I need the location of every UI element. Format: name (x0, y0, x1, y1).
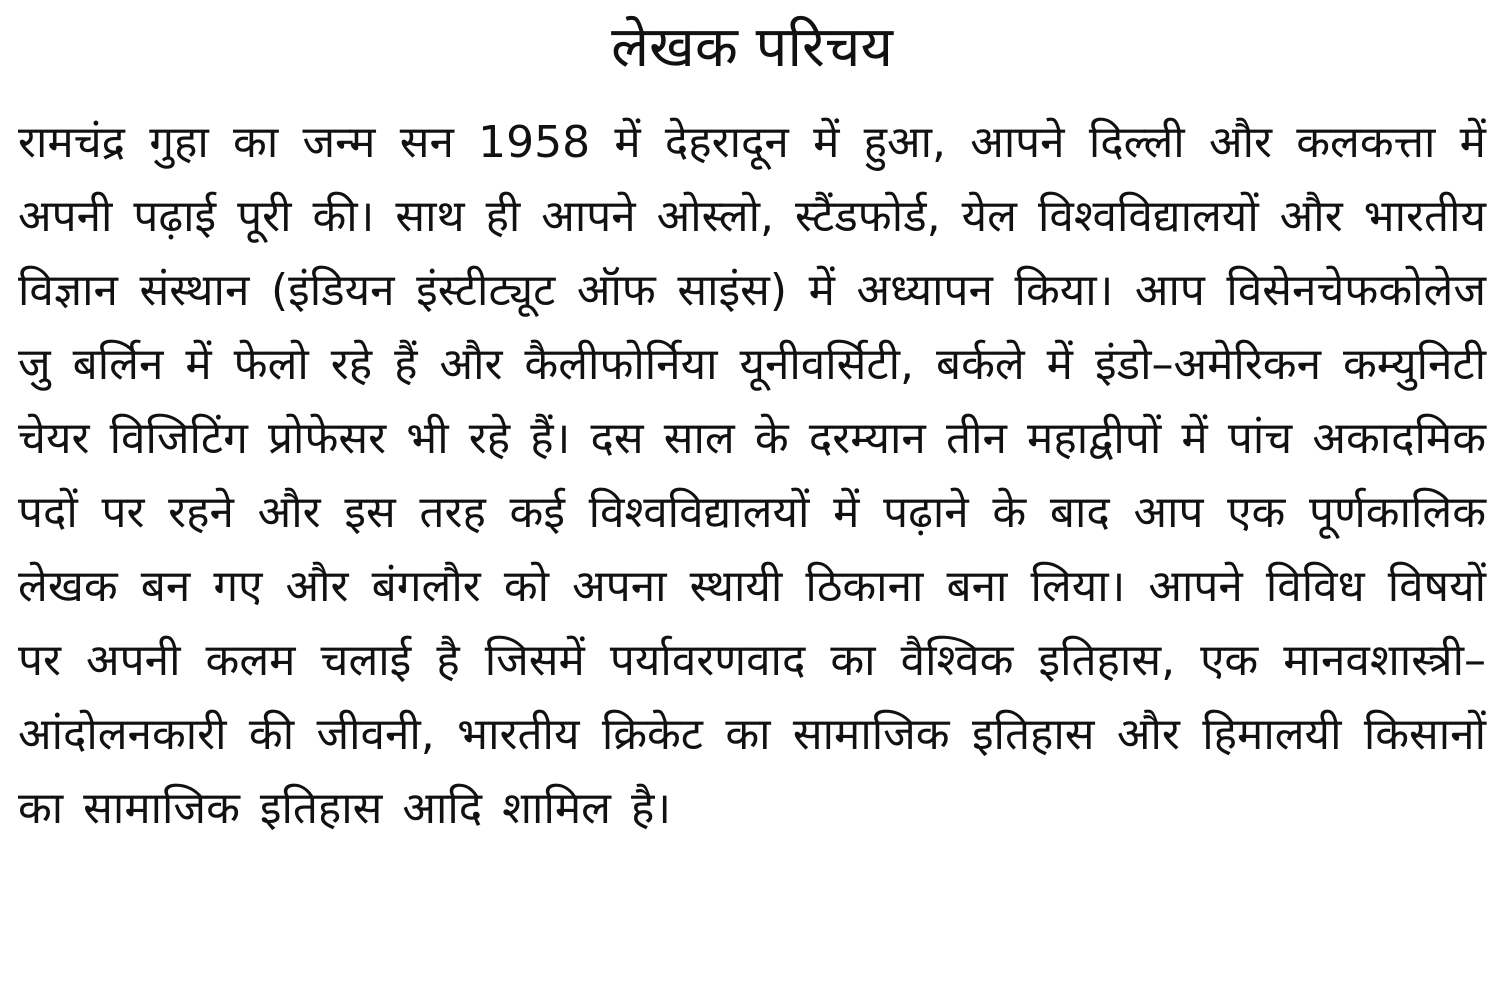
author-intro-paragraph: रामचंद्र गुहा का जन्म सन 1958 में देहरादून में हुआ, आपने दिल्ली और कलकत्ता में अपनी पढ़ाई पूरी की। साथ ही आपने ओस्लो, स्टैंडफोर्ड, येल विश्वविद्यालयों और भारतीय विज्ञान संस्थान (इंडियन इंस्टीट्यूट ऑफ साइंस) में अध्यापन किया। आप विसेनचेफकोलेज जु बर्लिन में फेलो रहे हैं और कैलीफोर्निया यूनीवर्सिटी, बर्कले में इंडो–अमेरिकन कम्युनिटी चेयर विजिटिंग प्रोफेसर भी रहे हैं। दस साल के दरम्यान तीन महाद्वीपों में पांच अकादमिक पदों पर रहने और इस तरह कई विश्वविद्यालयों में पढ़ाने के बाद आप एक पूर्णकालिक लेखक बन गए और बंगलौर को अपना स्थायी ठिकाना बना लिया। आपने विविध विषयों पर अपनी कलम चलाई है जिसमें पर्यावरणवाद का वैश्विक इतिहास, एक मानवशास्त्री–आंदोलनकारी की जीवनी, भारतीय क्रिकेट का सामाजिक इतिहास और हिमालयी किसानों का सामाजिक इतिहास आदि शामिल है। (18, 117, 1486, 834)
page-title: लेखक परिचय (611, 15, 893, 80)
